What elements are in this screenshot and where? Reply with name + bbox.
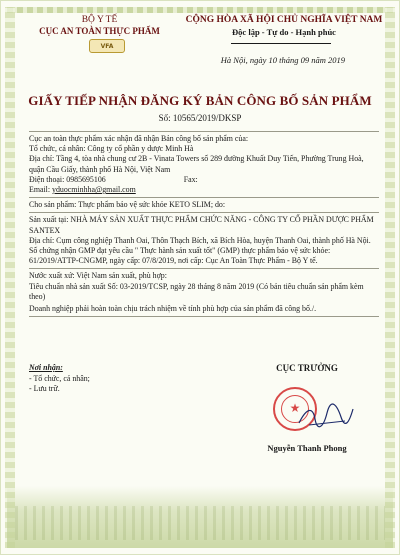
signer-name: Nguyễn Thanh Phong <box>267 443 347 453</box>
contact-row <box>29 175 379 185</box>
recipients-title: Nơi nhận: <box>29 363 63 372</box>
manufacturer-address-line: Địa chỉ: Cụm công nghiệp Thanh Oai, Thôn Thạch Bích, xã Bích Hòa, huyện Thanh Oai, thành phố Hà Nội. <box>29 235 371 245</box>
divider <box>29 268 379 269</box>
national-motto: Độc lập - Tự do - Hạnh phúc <box>232 27 336 37</box>
standard-line: Tiêu chuẩn nhà sản xuất Số: 03-2019/TCSP, ngày 28 tháng 8 năm 2019 (Có bản tiêu chuẩn sản phẩm kèm theo) <box>29 281 364 301</box>
divider <box>29 212 379 213</box>
document-title: GIẤY TIẾP NHẬN ĐĂNG KÝ BẢN CÔNG BỐ SẢN PHẨM <box>28 93 372 108</box>
national-header <box>177 15 391 37</box>
email-label: Email: <box>29 185 53 195</box>
origin-line: Nước xuất xứ: Việt Nam sản xuất, phù hợp: <box>29 271 167 281</box>
signature-icon <box>297 401 355 431</box>
gmp-line: Số chứng nhận GMP đạt yêu cầu " Thực hành sản xuất tốt" (GMP) thực phẩm bảo vệ sức khỏe: 61/2019/ATTP-CNGMP, ngày cấp: 07/8/2019, nơi cấp: Cục An Toàn Thực Phẩm - Bộ Y tế. <box>29 246 331 266</box>
agency-name: CỤC AN TOÀN THỰC PHẨM <box>39 26 160 36</box>
responsibility-line: Doanh nghiệp phải hoàn toàn chịu trách nhiệm về tính phù hợp của sản phẩm đã công bố./. <box>29 304 317 314</box>
organization-line: Tổ chức, cá nhân: Công ty cổ phần y dược Minh Hà <box>29 144 194 154</box>
manufacturer-line: Sản xuất tại: NHÀ MÁY SẢN XUẤT THỰC PHẨM CHỨC NĂNG - CÔNG TY CỔ PHẦN DƯỢC PHẨM SANTEX <box>29 215 374 235</box>
decorative-border-top <box>7 7 393 13</box>
email-link[interactable]: yduocminhha@gmail.com <box>52 185 136 195</box>
document-body <box>29 129 379 319</box>
recipient-item: - Tổ chức, cá nhân; <box>29 373 90 383</box>
email-line <box>29 185 379 195</box>
ministry-name: BỘ Y TẾ <box>81 15 118 25</box>
divider <box>29 131 379 132</box>
intro-text: Cục an toàn thực phẩm xác nhận đã nhận Bản công bố sản phẩm của: <box>29 134 249 143</box>
decorative-border-left <box>5 7 15 548</box>
recipients-block <box>29 363 169 395</box>
divider <box>29 197 379 198</box>
issue-date: Hà Nội, ngày 10 tháng 09 năm 2019 <box>220 55 345 65</box>
document-number: Số: 10565/2019/DKSP <box>158 113 242 123</box>
issuer-header <box>17 15 182 36</box>
motto-underline <box>231 43 331 44</box>
signer-title: CỤC TRƯỞNG <box>276 363 338 373</box>
product-line: Cho sản phẩm: Thực phẩm bảo vệ sức khỏe KETO SLIM; do: <box>29 200 226 210</box>
phone-line: Điện thoại: 0985695106 <box>29 174 106 184</box>
decorative-border-right <box>385 7 395 548</box>
address-line: Địa chỉ: Tầng 4, tòa nhà chung cư 2B - Vinata Towers số 289 đường Khuất Duy Tiến, Phường Trung Hoà, quận Cầu Giấy, thành phố Hà Nội, Việt Nam <box>29 154 364 174</box>
vfa-logo-icon: VFA <box>89 39 125 53</box>
recipient-item: - Lưu trữ. <box>29 384 60 393</box>
divider <box>29 316 379 317</box>
signature-block <box>237 363 377 373</box>
country-name: CỘNG HÒA XÃ HỘI CHỦ NGHĨA VIỆT NAM <box>185 15 383 25</box>
decorative-pattern <box>15 506 385 540</box>
fax-line: Fax: <box>183 174 198 184</box>
